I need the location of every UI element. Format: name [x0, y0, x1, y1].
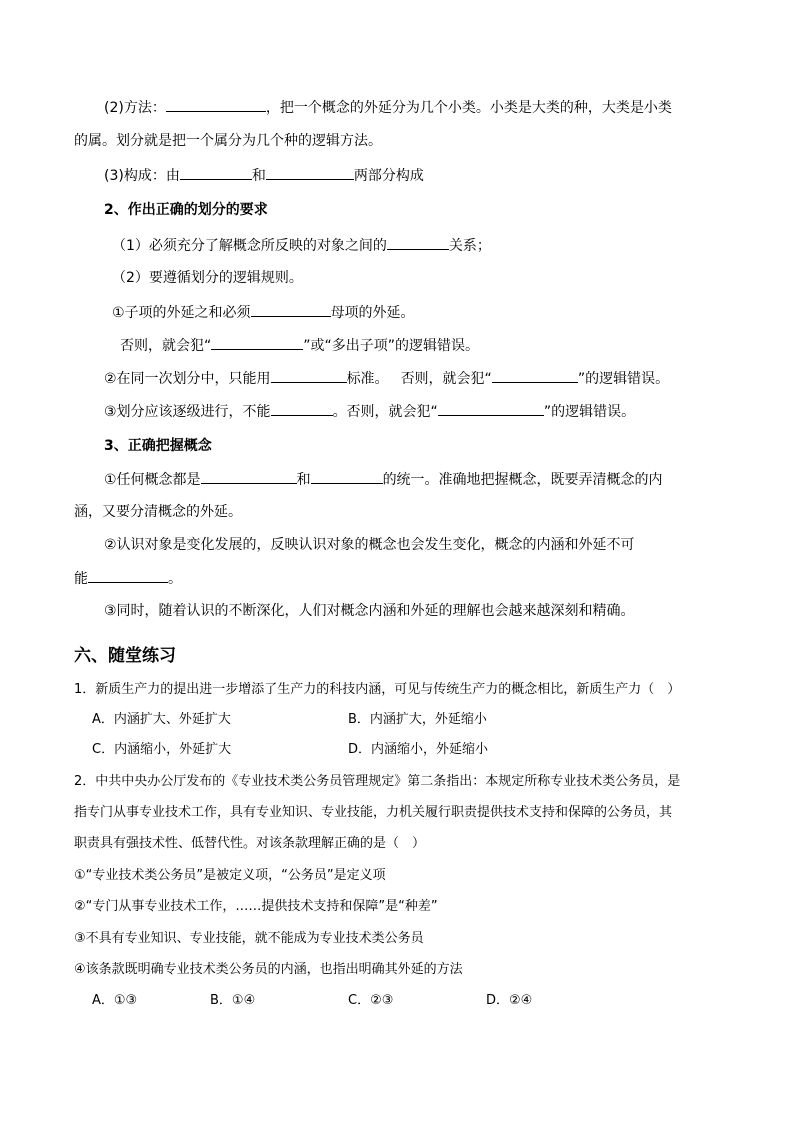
- rule-text: ②在同一次划分中，只能用: [104, 371, 271, 387]
- subheading-division-requirements: 2、作出正确的划分的要求: [104, 202, 268, 218]
- para-text: 和: [296, 472, 311, 488]
- grasp-para-3: ③同时，随着认识的不断深化，人们对概念内涵和外延的理解也会越来越深刻和精确。: [104, 603, 635, 619]
- question-2-stem-line-1: 2．中共中央办公厅发布的《专业技术类公务员管理规定》第二条指出：本规定所称专业技术类公务员，是: [74, 774, 681, 789]
- rule-text: （1）必须充分了解概念所反映的对象之间的: [112, 238, 387, 254]
- fill-blank: [88, 568, 168, 583]
- q1-option-c[interactable]: C．内涵缩小，外延扩大: [92, 742, 232, 757]
- conj-text: 和: [251, 168, 266, 184]
- rule-text: 。否则，就会犯“: [332, 404, 438, 420]
- q2-option-a[interactable]: A．①③: [92, 993, 138, 1008]
- rule-text: 母项的外延。: [330, 305, 415, 321]
- grasp-para-1: [104, 469, 663, 490]
- line-method-cont: 的属。划分就是把一个属分为几个种的逻辑方法。: [74, 133, 382, 149]
- fill-blank: [271, 368, 347, 383]
- q2-option-d[interactable]: D．②④: [486, 993, 533, 1008]
- rule-text: 关系；: [448, 238, 491, 254]
- fill-blank: [387, 235, 449, 250]
- question-2-stem-line-2: 指专门从事专业技术工作，具有专业知识、专业技能，力机关履行职责提供技术支持和保障的公务员，其: [74, 805, 673, 820]
- grasp-para-1-cont: 涵，又要分清概念的外延。: [74, 504, 242, 520]
- fill-blank: [180, 165, 252, 180]
- q2-statement-2: ②“专门从事专业技术工作，……提供技术支持和保障”是“种差”: [74, 899, 438, 914]
- method-label: (2)方法：: [104, 100, 166, 116]
- q1-option-a[interactable]: A．内涵扩大、外延扩大: [92, 712, 231, 727]
- fill-blank: [311, 469, 383, 484]
- fill-blank: [251, 302, 331, 317]
- method-text: ，把一个概念的外延分为几个小类。小类是大类的种，大类是小类: [265, 100, 672, 116]
- q2-statement-4: ④该条款既明确专业技术类公务员的内涵，也指出明确其外延的方法: [74, 962, 463, 977]
- q2-option-b[interactable]: B．①④: [210, 993, 256, 1008]
- section-heading-practice: 六、随堂练习: [74, 646, 176, 666]
- rule-text: ”或“多出子项”的逻辑错误。: [303, 338, 480, 354]
- rule-text: 标准。: [346, 371, 389, 387]
- composition-label: (3)构成：由: [104, 168, 180, 184]
- grasp-para-2-cont: [74, 568, 182, 589]
- line-method: [104, 97, 672, 118]
- rule-text: ③划分应该逐级进行，不能: [104, 404, 271, 420]
- q2-statement-1: ①“专业技术类公务员”是被定义项，“公务员”是定义项: [74, 868, 386, 883]
- rule-2-item-2: [104, 368, 669, 389]
- fill-blank: [271, 401, 333, 416]
- q1-option-d[interactable]: D．内涵缩小，外延缩小: [348, 742, 489, 757]
- fill-blank: [201, 469, 297, 484]
- fill-blank: [211, 335, 303, 350]
- composition-text: 两部分构成: [353, 168, 424, 184]
- fill-blank: [492, 368, 578, 383]
- rule-text: 否则，就会犯“: [120, 338, 212, 354]
- rule-text: ①子项的外延之和必须: [112, 305, 251, 321]
- para-text: 的统一。准确地把握概念，既要弄清概念的内: [382, 472, 663, 488]
- para-text: 。: [168, 571, 182, 587]
- question-2-stem-line-3: 职责具有强技术性、低替代性。对该条款理解正确的是（ ）: [74, 836, 426, 851]
- fill-blank: [166, 97, 266, 112]
- para-text: 能: [74, 571, 88, 587]
- rule-2-item-3: [104, 401, 635, 422]
- rule-2-item-1: [112, 302, 415, 323]
- fill-blank: [266, 165, 354, 180]
- rule-2: （2）要遵循划分的逻辑规则。: [112, 270, 303, 286]
- rule-text: ”的逻辑错误。: [543, 404, 636, 420]
- rule-2-item-1-error: [120, 335, 479, 356]
- subheading-grasp-concepts: 3、正确把握概念: [104, 438, 212, 454]
- q2-option-c[interactable]: C．②③: [348, 993, 394, 1008]
- rule-text: 否则，就会犯“: [400, 371, 492, 387]
- line-composition: [104, 165, 424, 186]
- rule-1: [112, 235, 491, 256]
- para-text: ①任何概念都是: [104, 472, 201, 488]
- q1-option-b[interactable]: B．内涵扩大，外延缩小: [348, 712, 487, 727]
- grasp-para-2: ②认识对象是变化发展的，反映认识对象的概念也会发生变化，概念的内涵和外延不可: [104, 537, 635, 553]
- fill-blank: [438, 401, 544, 416]
- rule-text: ”的逻辑错误。: [577, 371, 670, 387]
- question-1-stem: 1．新质生产力的提出进一步增添了生产力的科技内涵，可见与传统生产力的概念相比，新质生产力（ ）: [74, 682, 681, 697]
- q2-statement-3: ③不具有专业知识、专业技能，就不能成为专业技术类公务员: [74, 931, 424, 946]
